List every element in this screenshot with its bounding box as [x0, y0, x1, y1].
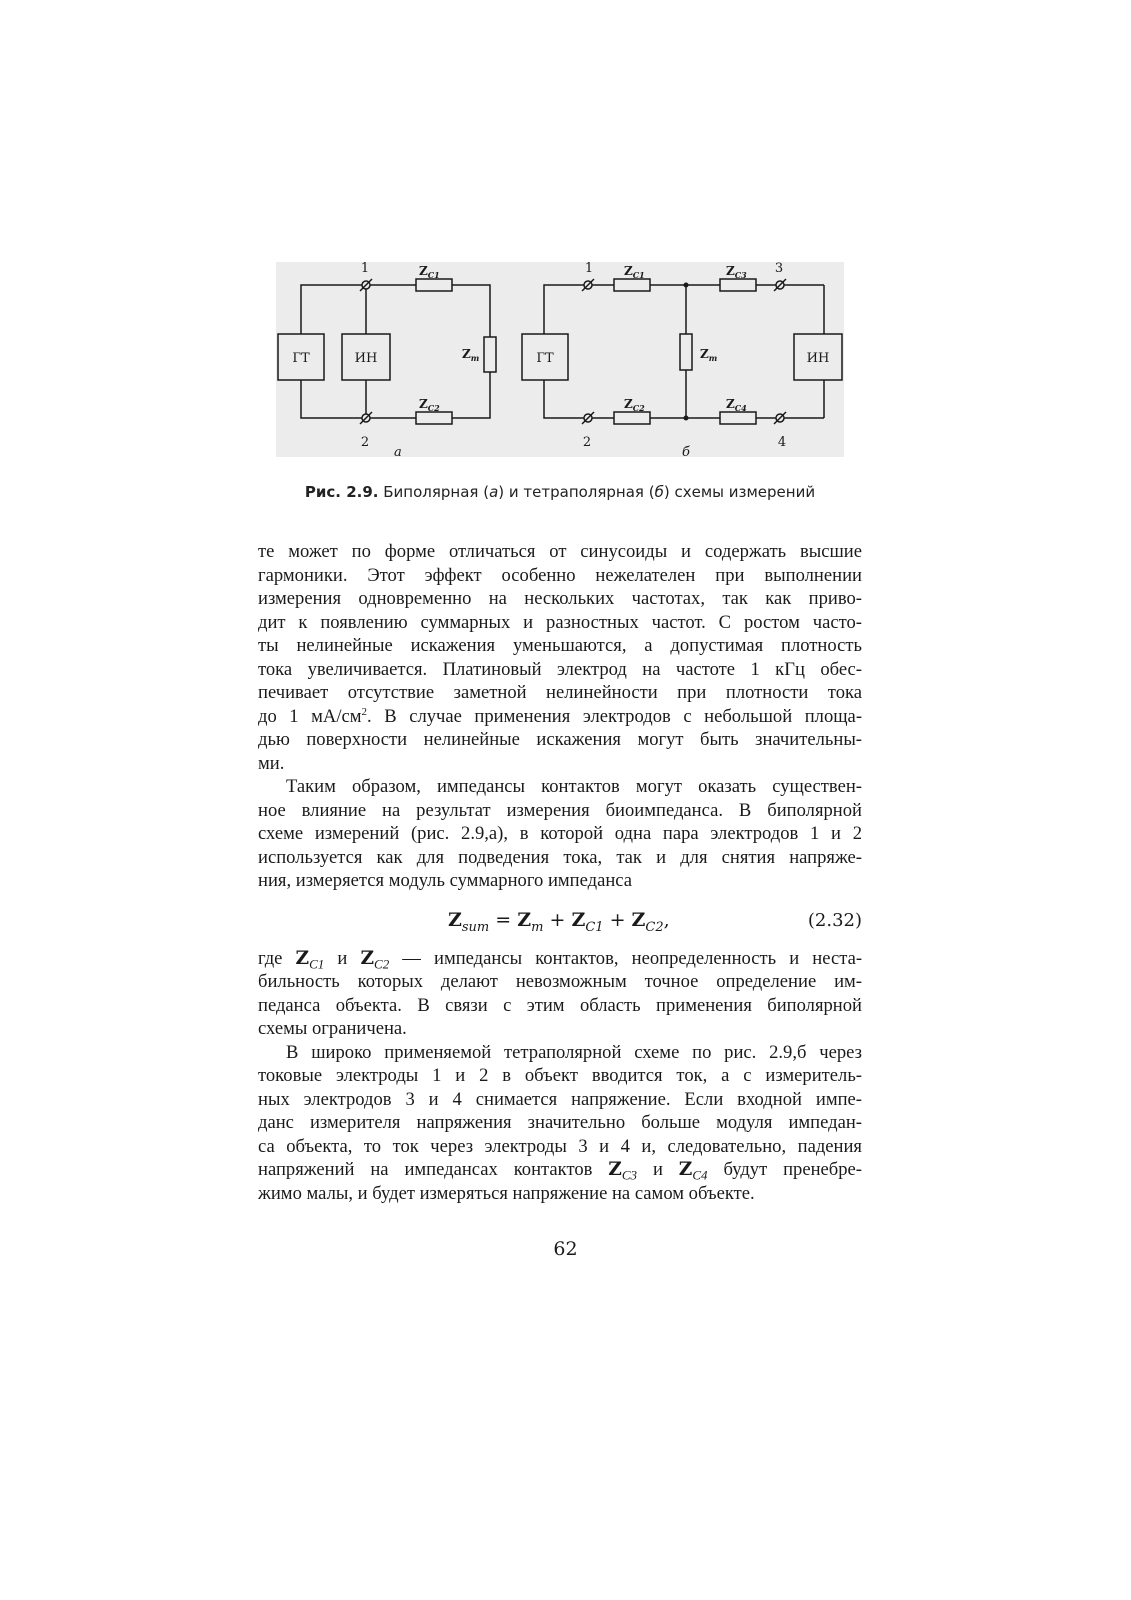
text-line: до 1 $мА/см^2$. В случае применения электродов с небольшой площа-	[258, 705, 863, 727]
page-number: 62	[553, 1238, 578, 1260]
in-label-right: ИН	[806, 351, 830, 366]
equation-body: $Z_{sum} = Z_m + Z_{C1} + Z_{C2}$,	[448, 908, 670, 935]
text-line: ния, измеряется модуль суммарного импеданса	[258, 870, 633, 891]
node-bottom-right	[684, 416, 689, 421]
text-line: ное влияние на результат измерения биоимпеданса. В биполярной	[258, 799, 862, 821]
terminal-label-2-left: 2	[360, 435, 370, 450]
terminal-label-3-right: 3	[774, 262, 784, 276]
label-zm-right: $Z_m$	[700, 347, 718, 363]
caption-text-b: ) и тетраполярная (	[498, 483, 655, 501]
in-label-left: ИН	[354, 351, 378, 366]
text-line: измерения одновременно на нескольких частотах, так как приво-	[258, 588, 862, 609]
caption-prefix: Рис. 2.9.	[304, 483, 379, 501]
resistor-zc2-left	[416, 412, 452, 424]
text-line: те может по форме отличаться от синусоиды и содержать высшие	[258, 541, 862, 562]
text-line: ты нелинейные искажения уменьшаются, а допустимая плотность	[258, 635, 862, 656]
label-zm-left: $Z_m$	[462, 347, 480, 363]
figure-2-9	[276, 262, 844, 457]
text-line: используется как для подведения тока, так и для снятия напряже-	[258, 846, 862, 868]
caption-a: а	[489, 483, 499, 501]
subfig-label-b: б	[682, 445, 690, 457]
resistor-zc3-right	[720, 279, 756, 291]
subfig-label-a: а	[394, 445, 402, 457]
caption-b: б	[654, 483, 664, 501]
text-line: напряжений на импедансах контактов $Z_{C3}$ и $Z_{C4}$ будут пренебре-	[258, 1159, 862, 1183]
text-line: В широко применяемой тетраполярной схеме по рис. 2.9,б через	[286, 1041, 862, 1063]
caption-text-c: ) схемы измерений	[663, 483, 816, 501]
label-zc2-right: $Z_{C2}$	[624, 397, 645, 413]
resistor-zm-right	[680, 334, 692, 370]
text-line: данс измерителя напряжения значительно больше модуля импедан-	[258, 1112, 862, 1133]
figure-caption	[276, 483, 844, 501]
circuit-diagrams	[276, 262, 844, 457]
text-line: схеме измерений (рис. 2.9,а), в которой одна пара электродов 1 и 2	[258, 823, 862, 844]
resistor-zc2-right	[614, 412, 650, 424]
text-line: где $Z_{C1}$ и $Z_{C2}$ — импедансы контактов, неопределенность и неста-	[258, 947, 863, 972]
terminal-label-1-left: 1	[360, 262, 370, 276]
terminal-label-4-right: 4	[777, 435, 787, 450]
text-line: гармоники. Этот эффект особенно нежелателен при выполнении	[258, 564, 862, 586]
equation-2-32	[258, 897, 862, 947]
gt-label-right: ГТ	[536, 351, 554, 366]
text-line: дью поверхности нелинейные искажения могут быть значительны-	[258, 729, 862, 750]
body-text	[258, 540, 862, 1205]
text-line: ных электродов 3 и 4 снимается напряжение. Если входной импе-	[258, 1088, 862, 1110]
text-line: педанса объекта. В связи с этим область применения биполярной	[258, 994, 862, 1016]
label-zc4-right: $Z_{C4}$	[726, 397, 747, 413]
text-line: са объекта, то ток через электроды 3 и 4 и, следовательно, падения	[258, 1135, 862, 1157]
gt-label-left: ГТ	[292, 351, 310, 366]
text-line: печивает отсутствие заметной нелинейности при плотности тока	[258, 682, 862, 703]
resistor-zc1-right	[614, 279, 650, 291]
caption-text-a: Биполярная (	[378, 483, 490, 501]
text-line: дит к появлению суммарных и разностных частот. С ростом часто-	[258, 611, 862, 633]
resistor-zm-left	[484, 337, 496, 372]
label-zc1-left: $Z_{C1}$	[419, 264, 440, 280]
text-line: Таким образом, импедансы контактов могут оказать существен-	[286, 776, 862, 797]
resistor-zc1-left	[416, 279, 452, 291]
terminal-label-2-right: 2	[582, 435, 592, 450]
node-top-right	[684, 283, 689, 288]
terminal-label-1-right: 1	[584, 262, 594, 276]
text-line: тока увеличивается. Платиновый электрод на частоте 1 кГц обес-	[258, 658, 862, 680]
label-zc2-left: $Z_{C2}$	[419, 397, 440, 413]
label-zc3-right: $Z_{C3}$	[726, 264, 747, 280]
label-zc1-right: $Z_{C1}$	[624, 264, 645, 280]
equation-number: (2.32)	[807, 909, 862, 931]
text-line: схемы ограничена.	[258, 1018, 407, 1039]
resistor-zc4-right	[720, 412, 756, 424]
text-line: бильность которых делают невозможным точное определение им-	[258, 971, 862, 992]
text-line: токовые электроды 1 и 2 в объект вводится ток, а с измеритель-	[258, 1065, 862, 1086]
text-line: жимо малы, и будет измеряться напряжение на самом объекте.	[258, 1182, 755, 1204]
text-line: ми.	[258, 752, 285, 774]
